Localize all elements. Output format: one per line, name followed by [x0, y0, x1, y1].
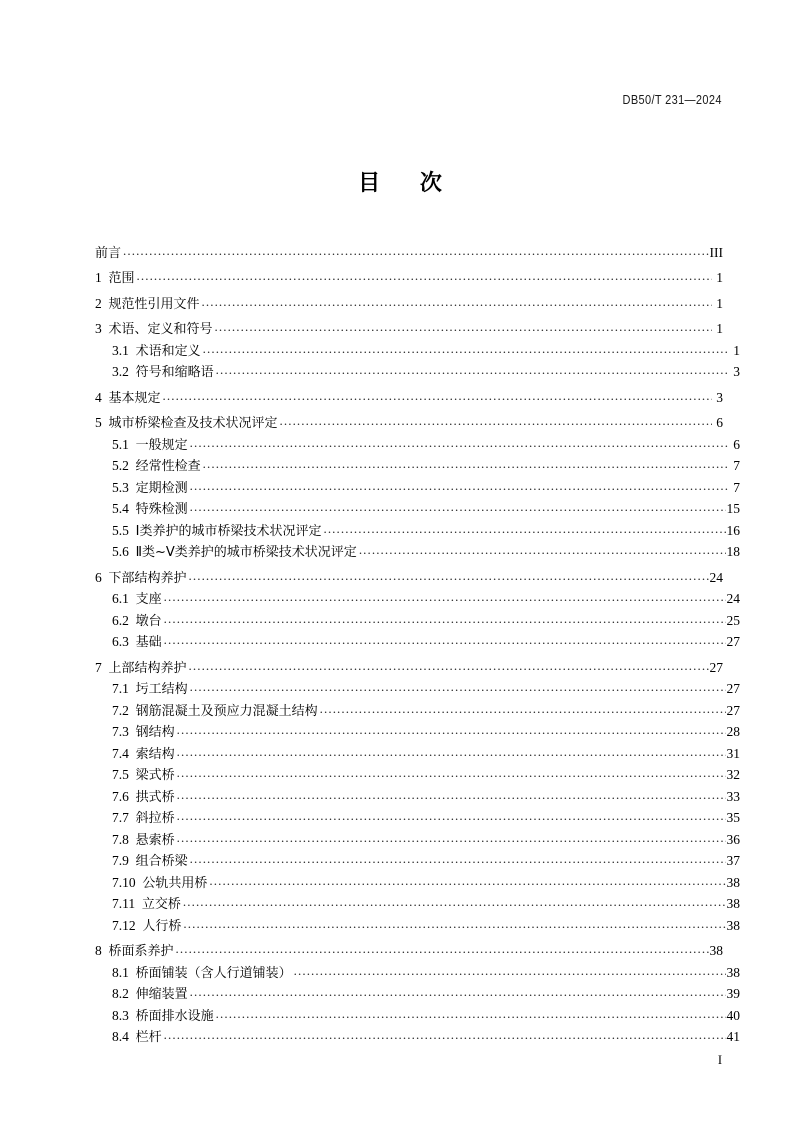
toc-entry[interactable] [95, 1028, 740, 1045]
toc-entry-page: 40 [726, 1007, 740, 1023]
toc-entry-label [112, 365, 214, 379]
toc-entry[interactable] [95, 457, 740, 474]
toc-entry-label [112, 966, 292, 980]
toc-leader-dots [189, 568, 709, 582]
toc-entry-page: 6 [716, 415, 723, 430]
toc-leader-dots [190, 435, 729, 449]
page-footer [95, 1053, 722, 1068]
toc-entry-title: 拱式桥 [135, 789, 175, 805]
toc-entry-page: 35 [726, 810, 740, 825]
toc-entry-label [112, 481, 188, 495]
toc-leader-dots [177, 744, 726, 758]
toc-entry-title: 钢结构 [135, 725, 175, 740]
toc-entry[interactable] [95, 809, 740, 826]
toc-entry-page: 41 [726, 1029, 740, 1044]
toc-leader-dots [209, 873, 725, 887]
toc-entry-label [112, 545, 357, 559]
toc-entry-title: 人行桥 [142, 918, 182, 934]
toc-entry-label [112, 790, 175, 804]
toc-entry-number: 3.2 [112, 364, 129, 379]
toc-entry-page: 7 [733, 479, 740, 495]
toc-entry-page: 38 [726, 964, 740, 980]
toc-entry-page: 1 [716, 270, 723, 285]
toc-entry[interactable] [95, 320, 723, 337]
toc-entry-number: 6 [95, 569, 102, 585]
toc-leader-dots [123, 243, 708, 257]
toc-entry-title: Ⅰ类养护的城市桥梁技术状况评定 [135, 523, 322, 539]
toc-entry-title: 斜拉桥 [135, 811, 175, 826]
toc-entry[interactable] [95, 985, 740, 1002]
toc-leader-dots [294, 963, 726, 977]
toc-entry[interactable] [95, 269, 723, 286]
toc-entry-label [112, 524, 321, 538]
toc-entry-label [112, 833, 175, 847]
toc-entry[interactable] [95, 294, 723, 311]
toc-entry[interactable] [95, 942, 723, 959]
toc-entry-title: 下部结构养护 [108, 570, 187, 586]
toc-entry-title: 经常性检查 [135, 459, 201, 474]
toc-entry-label [112, 592, 162, 606]
toc-entry-label [112, 919, 181, 933]
toc-leader-dots [177, 766, 726, 780]
toc-entry-number: 5.6 [112, 544, 129, 559]
toc-entry-label [95, 271, 135, 285]
toc-entry-label [112, 897, 181, 911]
toc-entry[interactable] [95, 723, 740, 740]
toc-entry-number: 7.3 [112, 724, 129, 739]
toc-entry[interactable] [95, 435, 740, 452]
toc-entry-title: 一般规定 [135, 437, 188, 453]
toc-entry[interactable] [95, 388, 723, 405]
toc-entry-page: 16 [726, 522, 740, 538]
toc-entry-title: 悬索桥 [135, 832, 175, 848]
toc-entry-number: 7.5 [112, 767, 129, 782]
toc-leader-dots [176, 942, 709, 956]
toc-leader-dots [137, 269, 712, 283]
toc-entry-title: 基础 [135, 635, 162, 650]
toc-entry-number: 7.8 [112, 831, 129, 847]
toc-entry-title: 桥面排水设施 [135, 1008, 214, 1024]
toc-entry-title: 立交桥 [141, 897, 181, 912]
toc-entry-number: 4 [95, 389, 102, 405]
toc-leader-dots [323, 521, 725, 535]
toc-entry[interactable] [95, 963, 740, 980]
toc-leader-dots [203, 341, 729, 355]
toc-leader-dots [164, 1028, 726, 1042]
toc-entry-label [112, 854, 188, 868]
toc-entry-title: 城市桥梁检查及技术状况评定 [108, 416, 278, 431]
toc-entry-page: 32 [726, 767, 740, 782]
toc-entry-page: 7 [733, 458, 740, 473]
toc-entry[interactable] [95, 500, 740, 517]
toc-entry[interactable] [95, 895, 740, 912]
toc-entry-number: 7.1 [112, 681, 129, 696]
toc-entry-number: 3.1 [112, 342, 129, 358]
toc-entry-label [95, 297, 200, 311]
toc-entry-page: 31 [726, 745, 740, 761]
toc-entry[interactable] [95, 363, 740, 380]
toc-leader-dots [183, 895, 726, 909]
toc-entry-title: 桥面系养护 [108, 944, 174, 959]
toc-entry-title: Ⅱ类~Ⅴ类养护的城市桥梁技术状况评定 [135, 545, 357, 560]
toc-entry-label [112, 987, 188, 1001]
toc-entry-number: 7.10 [112, 874, 136, 890]
toc-leader-dots [177, 809, 726, 823]
toc-entry[interactable] [95, 341, 740, 358]
toc-entry-label [112, 811, 175, 825]
toc-entry[interactable] [95, 414, 723, 431]
toc-entry-number: 5.1 [112, 436, 129, 452]
toc-entry-title: 基本规定 [108, 390, 161, 406]
toc-leader-dots [190, 500, 726, 514]
toc-leader-dots [190, 680, 726, 694]
toc-entry-label [112, 344, 201, 358]
toc-entry[interactable] [95, 521, 740, 538]
toc-entry-page: III [709, 244, 723, 260]
toc-entry-number: 8.1 [112, 964, 129, 980]
toc-leader-dots [190, 852, 726, 866]
toc-leader-dots [190, 985, 726, 999]
toc-entry-number: 7.12 [112, 917, 136, 933]
toc-entry-label [95, 944, 174, 958]
toc-entry-label [95, 416, 278, 430]
toc-entry-label [95, 246, 121, 260]
toc-entry-title: 范围 [108, 271, 135, 286]
toc-entry-page: 18 [726, 544, 740, 559]
page-title: 目 次 [358, 171, 458, 196]
toc-entry-number: 7.4 [112, 745, 129, 761]
toc-entry[interactable] [95, 611, 740, 628]
toc-entry-label [112, 768, 175, 782]
toc-leader-dots [216, 1006, 726, 1020]
toc-entry-label [95, 571, 187, 585]
toc-entry-page: 28 [726, 724, 740, 739]
toc-entry[interactable] [95, 873, 740, 890]
toc-entry-number: 8 [95, 943, 102, 958]
toc-entry[interactable] [95, 701, 740, 718]
toc-entry[interactable] [95, 680, 740, 697]
toc-entry-label [95, 661, 187, 675]
toc-entry-title: 组合桥梁 [135, 854, 188, 869]
toc-entry[interactable] [95, 658, 723, 675]
toc-leader-dots [164, 590, 726, 604]
toc-entry-number: 5.4 [112, 501, 129, 516]
toc-entry-page: 27 [709, 659, 723, 675]
toc-entry-label [112, 614, 162, 628]
toc-leader-dots [177, 787, 726, 801]
toc-entry-title: 钢筋混凝土及预应力混凝土结构 [135, 703, 318, 719]
toc-entry[interactable] [95, 852, 740, 869]
toc-entry-label [112, 635, 162, 649]
toc-entry[interactable] [95, 590, 740, 607]
toc-entry[interactable] [95, 1006, 740, 1023]
toc-entry-label [112, 747, 175, 761]
toc-leader-dots [203, 457, 729, 471]
toc-entry-page: 1 [716, 295, 723, 311]
toc-entry-number: 7 [95, 659, 102, 675]
toc-leader-dots [202, 294, 712, 308]
toc-entry-number: 1 [95, 270, 102, 285]
toc-entry-page: 3 [716, 389, 723, 405]
toc-entry[interactable] [95, 916, 740, 933]
toc-leader-dots [216, 363, 729, 377]
toc-entry-page: 24 [726, 591, 740, 606]
toc-entry-page: 6 [733, 436, 740, 452]
toc-entry-page: 33 [726, 788, 740, 804]
page-header [95, 93, 722, 113]
toc-entry-page: 27 [726, 681, 740, 696]
toc-entry-page: 38 [726, 917, 740, 933]
toc-entry-number: 7.9 [112, 853, 129, 868]
toc-entry-title: 前言 [95, 245, 122, 261]
toc-entry-number: 2 [95, 295, 102, 311]
toc-entry-label [112, 704, 318, 718]
toc-entry-number: 8.3 [112, 1007, 129, 1023]
toc-leader-dots [320, 701, 726, 715]
toc-leader-dots [164, 611, 726, 625]
toc-entry-page: 27 [726, 702, 740, 718]
toc-entry-number: 7.7 [112, 810, 129, 825]
toc-entry-number: 6.1 [112, 591, 129, 606]
toc-entry-number: 8.2 [112, 986, 129, 1001]
toc-entry-page: 37 [726, 853, 740, 868]
toc-leader-dots [164, 633, 726, 647]
toc-entry-page: 25 [726, 612, 740, 628]
toc-entry[interactable] [95, 243, 723, 260]
toc-entry-label [112, 1009, 214, 1023]
toc-entry-title: 规范性引用文件 [108, 296, 200, 312]
toc-entry-number: 3 [95, 321, 102, 336]
toc-entry[interactable] [95, 633, 740, 650]
toc-entry-label [95, 322, 213, 336]
toc-leader-dots [190, 478, 729, 492]
toc-entry-page: 24 [709, 569, 723, 585]
toc-entry-label [112, 459, 201, 473]
toc-entry-title: 梁式桥 [135, 768, 175, 783]
toc-entry-label [112, 438, 188, 452]
toc-entry-page: 38 [726, 896, 740, 911]
toc-entry-page: 15 [726, 501, 740, 516]
toc-entry-title: 术语和定义 [135, 343, 201, 359]
toc-entry[interactable] [95, 568, 723, 585]
toc-entry-page: 38 [726, 874, 740, 890]
toc-entry-number: 6.2 [112, 612, 129, 628]
toc-entry-label [112, 1030, 162, 1044]
toc-leader-dots [215, 320, 712, 334]
toc-entry-title: 公轨共用桥 [142, 875, 208, 891]
toc-entry-title: 特殊检测 [135, 502, 188, 517]
toc-entry-number: 5.2 [112, 458, 129, 473]
toc-entry-page: 1 [716, 321, 723, 336]
table-of-contents [95, 243, 740, 1045]
toc-entry[interactable] [95, 744, 740, 761]
standard-code: DB50/T 231—2024 [622, 93, 722, 107]
toc-entry[interactable] [95, 766, 740, 783]
toc-entry-title: 圬工结构 [135, 682, 188, 697]
toc-leader-dots [163, 388, 712, 402]
toc-entry-page: 1 [733, 342, 740, 358]
toc-entry-page: 38 [709, 943, 723, 958]
toc-entry-number: 8.4 [112, 1029, 129, 1044]
toc-entry-number: 6.3 [112, 634, 129, 649]
toc-entry-label [112, 502, 188, 516]
toc-leader-dots [189, 658, 709, 672]
toc-entry-label [112, 725, 175, 739]
toc-entry-page: 3 [733, 364, 740, 379]
toc-entry-title: 术语、定义和符号 [108, 322, 213, 337]
toc-entry-label [112, 682, 188, 696]
toc-entry-page: 27 [726, 634, 740, 649]
toc-entry-number: 5.5 [112, 522, 129, 538]
toc-entry-label [95, 391, 161, 405]
toc-entry-title: 上部结构养护 [108, 660, 187, 676]
toc-leader-dots [177, 830, 726, 844]
toc-entry-number: 5 [95, 415, 102, 430]
toc-entry-number: 5.3 [112, 479, 129, 495]
toc-entry-title: 栏杆 [135, 1030, 162, 1045]
page-number: I [717, 1053, 722, 1067]
toc-entry-title: 定期检测 [135, 480, 188, 496]
toc-entry-page: 36 [726, 831, 740, 847]
toc-leader-dots [280, 414, 712, 428]
toc-entry[interactable] [95, 830, 740, 847]
toc-entry-label [112, 876, 207, 890]
toc-entry-number: 7.6 [112, 788, 129, 804]
toc-leader-dots [183, 916, 725, 930]
toc-entry-number: 7.11 [112, 896, 136, 911]
toc-entry-title: 伸缩装置 [135, 987, 188, 1002]
toc-entry[interactable] [95, 543, 740, 560]
toc-entry-title: 索结构 [135, 746, 175, 762]
toc-entry[interactable] [95, 478, 740, 495]
toc-entry[interactable] [95, 787, 740, 804]
toc-entry-title: 支座 [135, 592, 162, 607]
toc-leader-dots [359, 543, 726, 557]
toc-entry-title: 墩台 [135, 613, 162, 629]
toc-entry-number: 7.2 [112, 702, 129, 718]
toc-entry-page: 39 [726, 986, 740, 1001]
toc-entry-title: 桥面铺装（含人行道铺装） [135, 965, 292, 981]
toc-entry-title: 符号和缩略语 [135, 365, 214, 380]
toc-leader-dots [177, 723, 726, 737]
